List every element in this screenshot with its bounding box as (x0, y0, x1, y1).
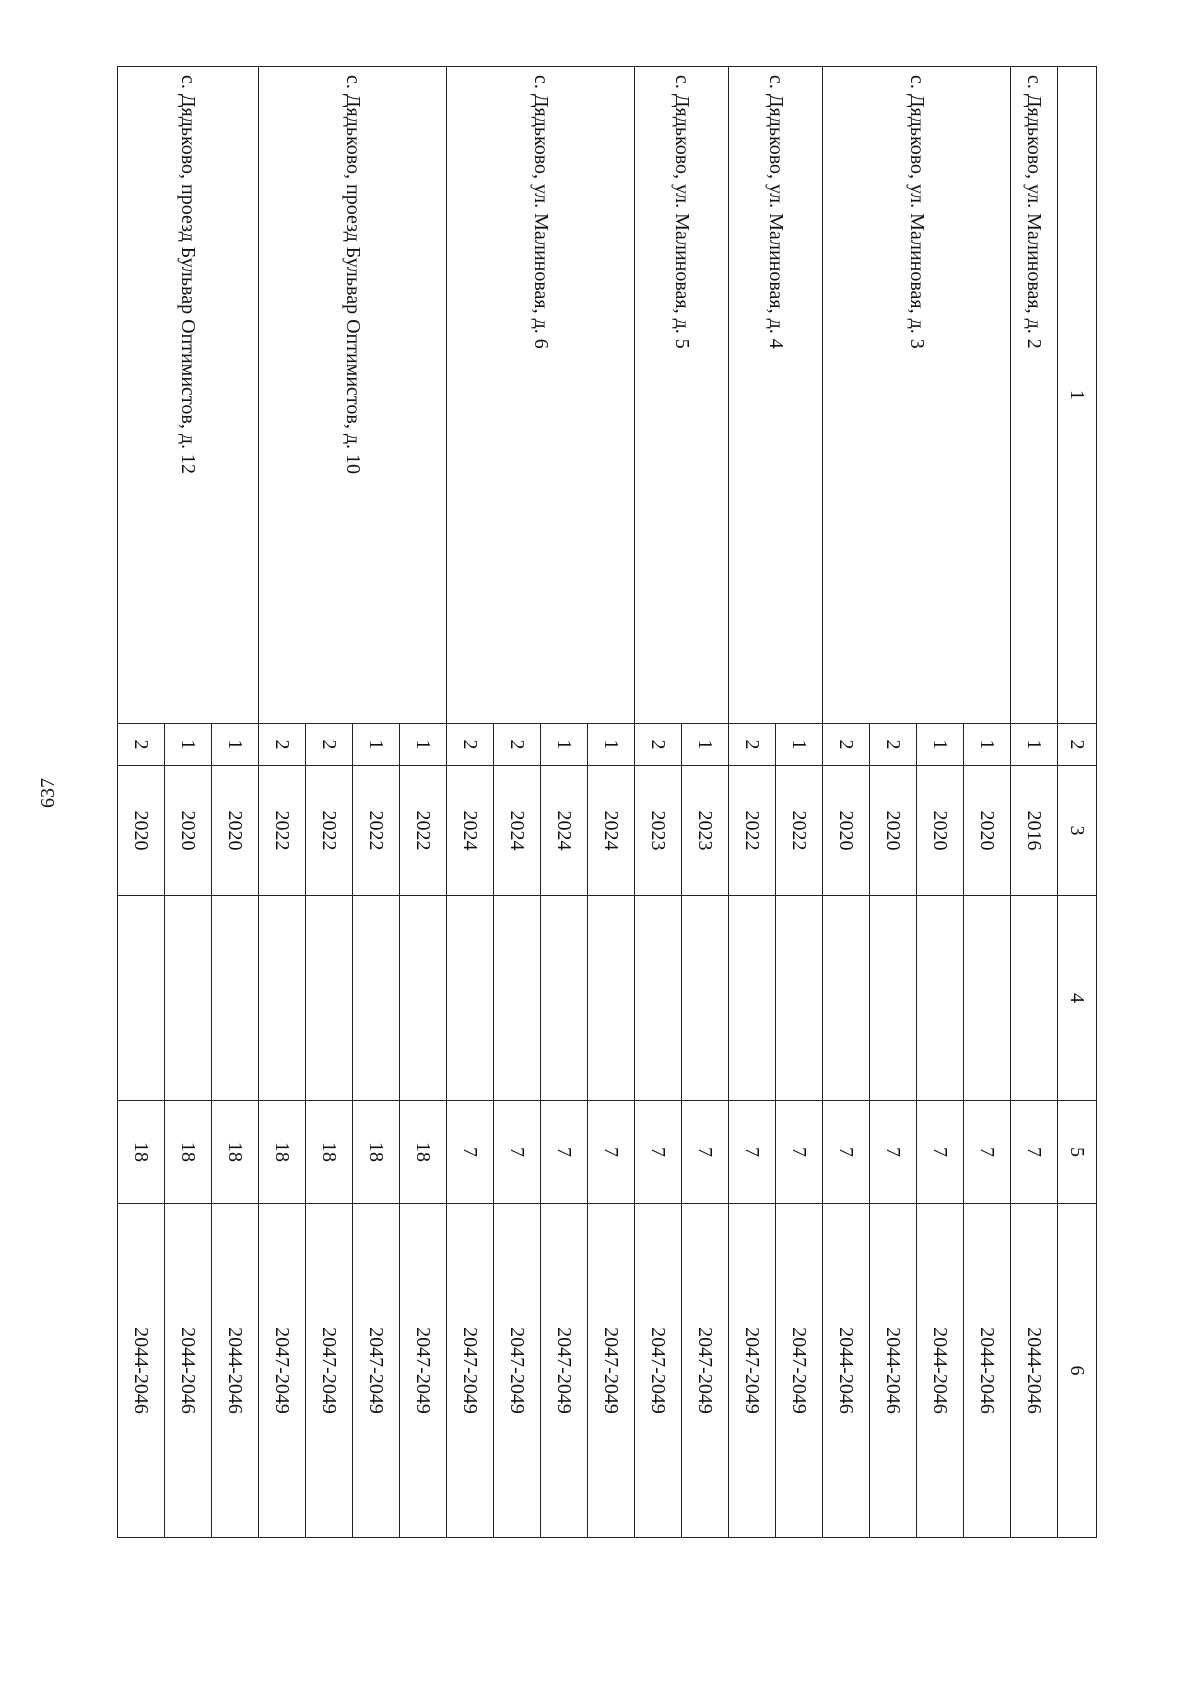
table-cell-c6: 2047-2049 (353, 1204, 400, 1538)
table-cell-c5: 18 (212, 1101, 259, 1204)
table-cell-c3: 2020 (870, 766, 917, 896)
table-cell-c4 (870, 896, 917, 1101)
table-row (776, 67, 823, 1538)
table-cell-c2: 2 (823, 724, 870, 766)
table-cell-c6: 2044-2046 (964, 1204, 1011, 1538)
table-cell-c4 (682, 896, 729, 1101)
table-cell-c3: 2024 (447, 766, 494, 896)
table-cell-c2: 1 (541, 724, 588, 766)
table-cell-c5: 7 (447, 1101, 494, 1204)
table-cell-c3: 2024 (588, 766, 635, 896)
table-cell-c5: 7 (729, 1101, 776, 1204)
table-cell-c5: 18 (353, 1101, 400, 1204)
table-cell-c2: 2 (494, 724, 541, 766)
table-cell-c4 (917, 896, 964, 1101)
table-cell-c3: 2020 (212, 766, 259, 896)
table-cell-c4 (306, 896, 353, 1101)
table-cell-c3: 2020 (165, 766, 212, 896)
table-cell-c5: 18 (165, 1101, 212, 1204)
table-cell-c5: 7 (588, 1101, 635, 1204)
table-cell-c6: 2047-2049 (635, 1204, 682, 1538)
table-row (588, 67, 635, 1538)
table-cell-c4 (165, 896, 212, 1101)
table-cell-c5: 7 (870, 1101, 917, 1204)
column-header: 5 (1058, 1101, 1097, 1204)
table-cell-c4 (400, 896, 447, 1101)
table-row (212, 67, 259, 1538)
address-cell: с. Дядьково, проезд Бульвар Оптимистов, д. 10 (259, 67, 447, 724)
table-cell-c2: 2 (259, 724, 306, 766)
table-cell-c2: 2 (118, 724, 165, 766)
table-cell-c2: 2 (635, 724, 682, 766)
table-cell-c3: 2022 (353, 766, 400, 896)
table-cell-c4 (729, 896, 776, 1101)
table-cell-c3: 2020 (964, 766, 1011, 896)
table-cell-c3: 2022 (729, 766, 776, 896)
schedule-table (117, 66, 1097, 1538)
table-cell-c2: 1 (212, 724, 259, 766)
table-cell-c4 (118, 896, 165, 1101)
page-number: 637 (37, 778, 59, 808)
table-cell-c6: 2047-2049 (541, 1204, 588, 1538)
table-cell-c4 (494, 896, 541, 1101)
table-cell-c5: 7 (964, 1101, 1011, 1204)
table-cell-c2: 1 (682, 724, 729, 766)
address-cell: с. Дядьково, ул. Малиновая, д. 3 (823, 67, 1011, 724)
table-cell-c6: 2047-2049 (494, 1204, 541, 1538)
table-cell-c2: 2 (729, 724, 776, 766)
table-cell-c3: 2020 (917, 766, 964, 896)
table-cell-c5: 7 (776, 1101, 823, 1204)
table-cell-c2: 2 (447, 724, 494, 766)
table-cell-c6: 2044-2046 (917, 1204, 964, 1538)
table-cell-c2: 2 (306, 724, 353, 766)
table-cell-c6: 2047-2049 (682, 1204, 729, 1538)
table-cell-c5: 18 (306, 1101, 353, 1204)
table-cell-c6: 2047-2049 (306, 1204, 353, 1538)
table-cell-c5: 7 (635, 1101, 682, 1204)
table-cell-c5: 18 (259, 1101, 306, 1204)
table-cell-c4 (259, 896, 306, 1101)
schedule-table-container (117, 66, 1097, 1537)
table-cell-c6: 2047-2049 (400, 1204, 447, 1538)
table-cell-c6: 2044-2046 (118, 1204, 165, 1538)
table-cell-c2: 1 (1011, 724, 1058, 766)
table-cell-c5: 7 (823, 1101, 870, 1204)
table-cell-c3: 2022 (776, 766, 823, 896)
table-row (400, 67, 447, 1538)
table-row (1011, 67, 1058, 1538)
table-cell-c4 (635, 896, 682, 1101)
column-header: 2 (1058, 724, 1097, 766)
table-cell-c6: 2047-2049 (447, 1204, 494, 1538)
table-cell-c4 (823, 896, 870, 1101)
table-cell-c6: 2044-2046 (165, 1204, 212, 1538)
address-cell: с. Дядьково, ул. Малиновая, д. 2 (1011, 67, 1058, 724)
table-cell-c2: 1 (165, 724, 212, 766)
table-cell-c3: 2024 (494, 766, 541, 896)
table-cell-c3: 2022 (306, 766, 353, 896)
table-cell-c4 (776, 896, 823, 1101)
table-row (964, 67, 1011, 1538)
address-cell: с. Дядьково, ул. Малиновая, д. 6 (447, 67, 635, 724)
table-cell-c6: 2047-2049 (588, 1204, 635, 1538)
table-cell-c3: 2023 (682, 766, 729, 896)
table-cell-c5: 7 (917, 1101, 964, 1204)
table-cell-c5: 7 (541, 1101, 588, 1204)
table-cell-c3: 2020 (823, 766, 870, 896)
column-header: 3 (1058, 766, 1097, 896)
table-cell-c4 (353, 896, 400, 1101)
column-header: 4 (1058, 896, 1097, 1101)
table-cell-c4 (1011, 896, 1058, 1101)
column-header: 6 (1058, 1204, 1097, 1538)
table-cell-c6: 2044-2046 (823, 1204, 870, 1538)
table-cell-c2: 2 (870, 724, 917, 766)
table-cell-c5: 18 (118, 1101, 165, 1204)
table-cell-c3: 2020 (118, 766, 165, 896)
address-cell: с. Дядьково, проезд Бульвар Оптимистов, д. 12 (118, 67, 259, 724)
table-cell-c2: 1 (400, 724, 447, 766)
table-cell-c6: 2047-2049 (776, 1204, 823, 1538)
table-cell-c3: 2024 (541, 766, 588, 896)
table-cell-c2: 1 (917, 724, 964, 766)
table-cell-c6: 2044-2046 (870, 1204, 917, 1538)
table-cell-c4 (447, 896, 494, 1101)
address-cell: с. Дядьково, ул. Малиновая, д. 5 (635, 67, 729, 724)
table-cell-c3: 2023 (635, 766, 682, 896)
column-header: 1 (1058, 67, 1097, 724)
table-body (118, 67, 1058, 1538)
table-cell-c4 (212, 896, 259, 1101)
table-cell-c5: 18 (400, 1101, 447, 1204)
table-cell-c5: 7 (1011, 1101, 1058, 1204)
table-cell-c6: 2044-2046 (212, 1204, 259, 1538)
table-cell-c3: 2022 (259, 766, 306, 896)
table-cell-c2: 1 (776, 724, 823, 766)
table-cell-c4 (964, 896, 1011, 1101)
table-cell-c2: 1 (588, 724, 635, 766)
table-row (682, 67, 729, 1538)
header-row (1058, 67, 1097, 1538)
table-cell-c2: 1 (353, 724, 400, 766)
table-cell-c5: 7 (682, 1101, 729, 1204)
table-cell-c3: 2022 (400, 766, 447, 896)
table-cell-c6: 2047-2049 (259, 1204, 306, 1538)
table-cell-c6: 2044-2046 (1011, 1204, 1058, 1538)
table-cell-c5: 7 (494, 1101, 541, 1204)
table-cell-c3: 2016 (1011, 766, 1058, 896)
table-cell-c2: 1 (964, 724, 1011, 766)
table-cell-c4 (541, 896, 588, 1101)
address-cell: с. Дядьково, ул. Малиновая, д. 4 (729, 67, 823, 724)
table-cell-c6: 2047-2049 (729, 1204, 776, 1538)
table-cell-c4 (588, 896, 635, 1101)
